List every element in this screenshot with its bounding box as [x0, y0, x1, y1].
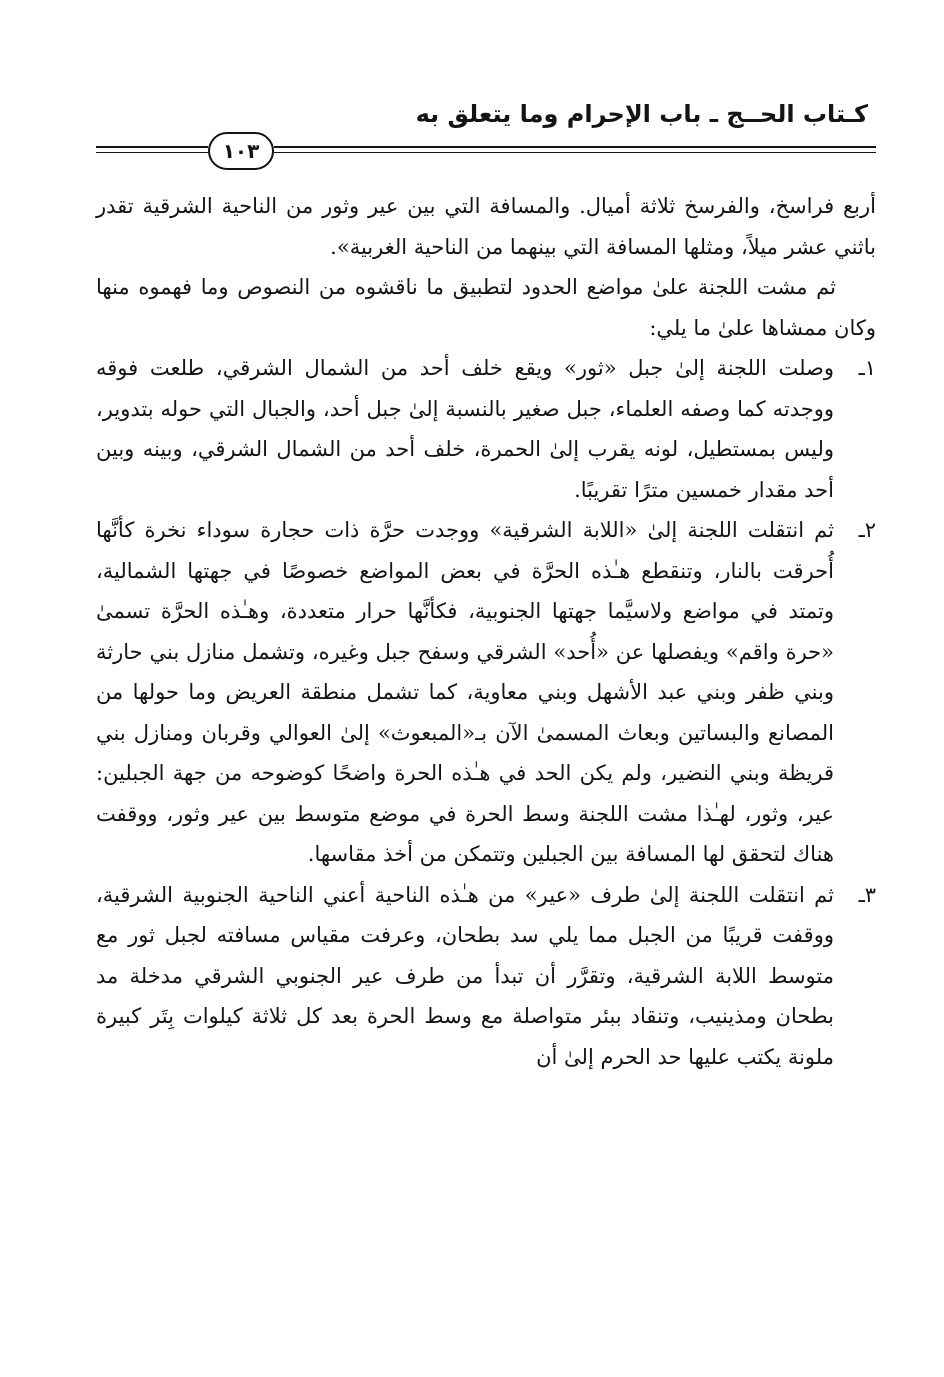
page-header — [96, 96, 876, 168]
list-item-number: ٣ـ — [858, 882, 876, 907]
paragraph-continuation: أربع فراسخ، والفرسخ ثلاثة أميال. والمسافة التي بين عير وثور من الناحية الشرقية تقدر باثني عشر ميلاً، ومثلها المسافة التي بينهما من الناحية الغربية». — [96, 194, 876, 259]
list-item — [96, 875, 876, 1078]
list-item-text: وصلت اللجنة إلىٰ جبل «ثور» ويقع خلف أحد من الشمال الشرقي، طلعت فوقه ووجدته كما وصفه العلماء، جبل صغير بالنسبة إلىٰ جبل أحد، والجبال التي حوله بتدوير، وليس بمستطيل، لونه يقرب إلىٰ الحمرة، خلف أحد من الشمال الشرقي، وبينه وبين أحد مقدار خمسين مترًا تقريبًا. — [96, 356, 834, 502]
list-item-number: ٢ـ — [858, 518, 876, 542]
header-rule-right-thin — [274, 152, 876, 153]
list-item — [96, 348, 876, 510]
header-rule-right — [274, 146, 876, 148]
header-rule-left — [96, 146, 208, 148]
list-item-number: ١ـ — [858, 356, 876, 380]
list-item — [96, 510, 876, 875]
page-number-badge: ١٠٣ — [208, 132, 274, 170]
list-item-text: ثم انتقلت اللجنة إلىٰ طرف «عير» من هـٰذه الناحية أعني الناحية الجنوبية الشرقية، ووقفت قريبًا من الجبل مما يلي سد بطحان، وعرفت مقياس مسافته لجبل ثور مع متوسط اللابة الشرقية، وتقرَّر أن تبدأ من طرف عير الجنوبي الشرقي مدخلة مد بطحان ومذينيب، وتنقاد ببئر متواصلة مع وسط الحرة بعد كل ثلاثة كيلوات بِتَر كبيرة ملونة يكتب عليها حد الحرم إلىٰ أن — [96, 882, 834, 1069]
paragraph-intro: ثم مشت اللجنة علىٰ مواضع الحدود لتطبيق ما ناقشوه من النصوص وما فهموه منها وكان ممشاها علىٰ ما يلي: — [96, 275, 876, 340]
body-text — [96, 186, 876, 1077]
running-title: كـتاب الحــج ـ باب الإحرام وما يتعلق به — [415, 100, 868, 128]
list-item-text: ثم انتقلت اللجنة إلىٰ «اللابة الشرقية» ووجدت حرَّة ذات حجارة سوداء نخرة كأنَّها أُحرقت بالنار، وتنقطع هـٰذه الحرَّة في بعض المواضع خصوصًا في جهتها الشمالية، وتمتد في مواضع ولاسيَّما جهتها الجنوبية، فكأنَّها حرار متعددة، وهـٰذه الحرَّة تسمىٰ «حرة واقم» ويفصلها عن «أُحد» الشرقي وسفح جبل وغيره، وتشمل منازل بني حارثة وبني ظفر وبني عبد الأشهل وبني معاوية، كما تشمل منطقة العريض وما حولها من المصانع والبساتين وبعاث المسمىٰ الآن بـ«المبعوث» إلىٰ العوالي وقربان ومنازل بني قريظة وبني النضير، ولم يكن الحد في هـٰذه الحرة واضحًا كوضوحه من جهة الجبلين: عير، وثور، لهـٰذا مشت اللجنة وسط الحرة في موضع متوسط بين عير وثور، ووقفت هناك لتحقق لها المسافة بين الجبلين وتتمكن من أخذ مقاسها. — [96, 518, 834, 866]
header-rule-left-thin — [96, 152, 208, 153]
